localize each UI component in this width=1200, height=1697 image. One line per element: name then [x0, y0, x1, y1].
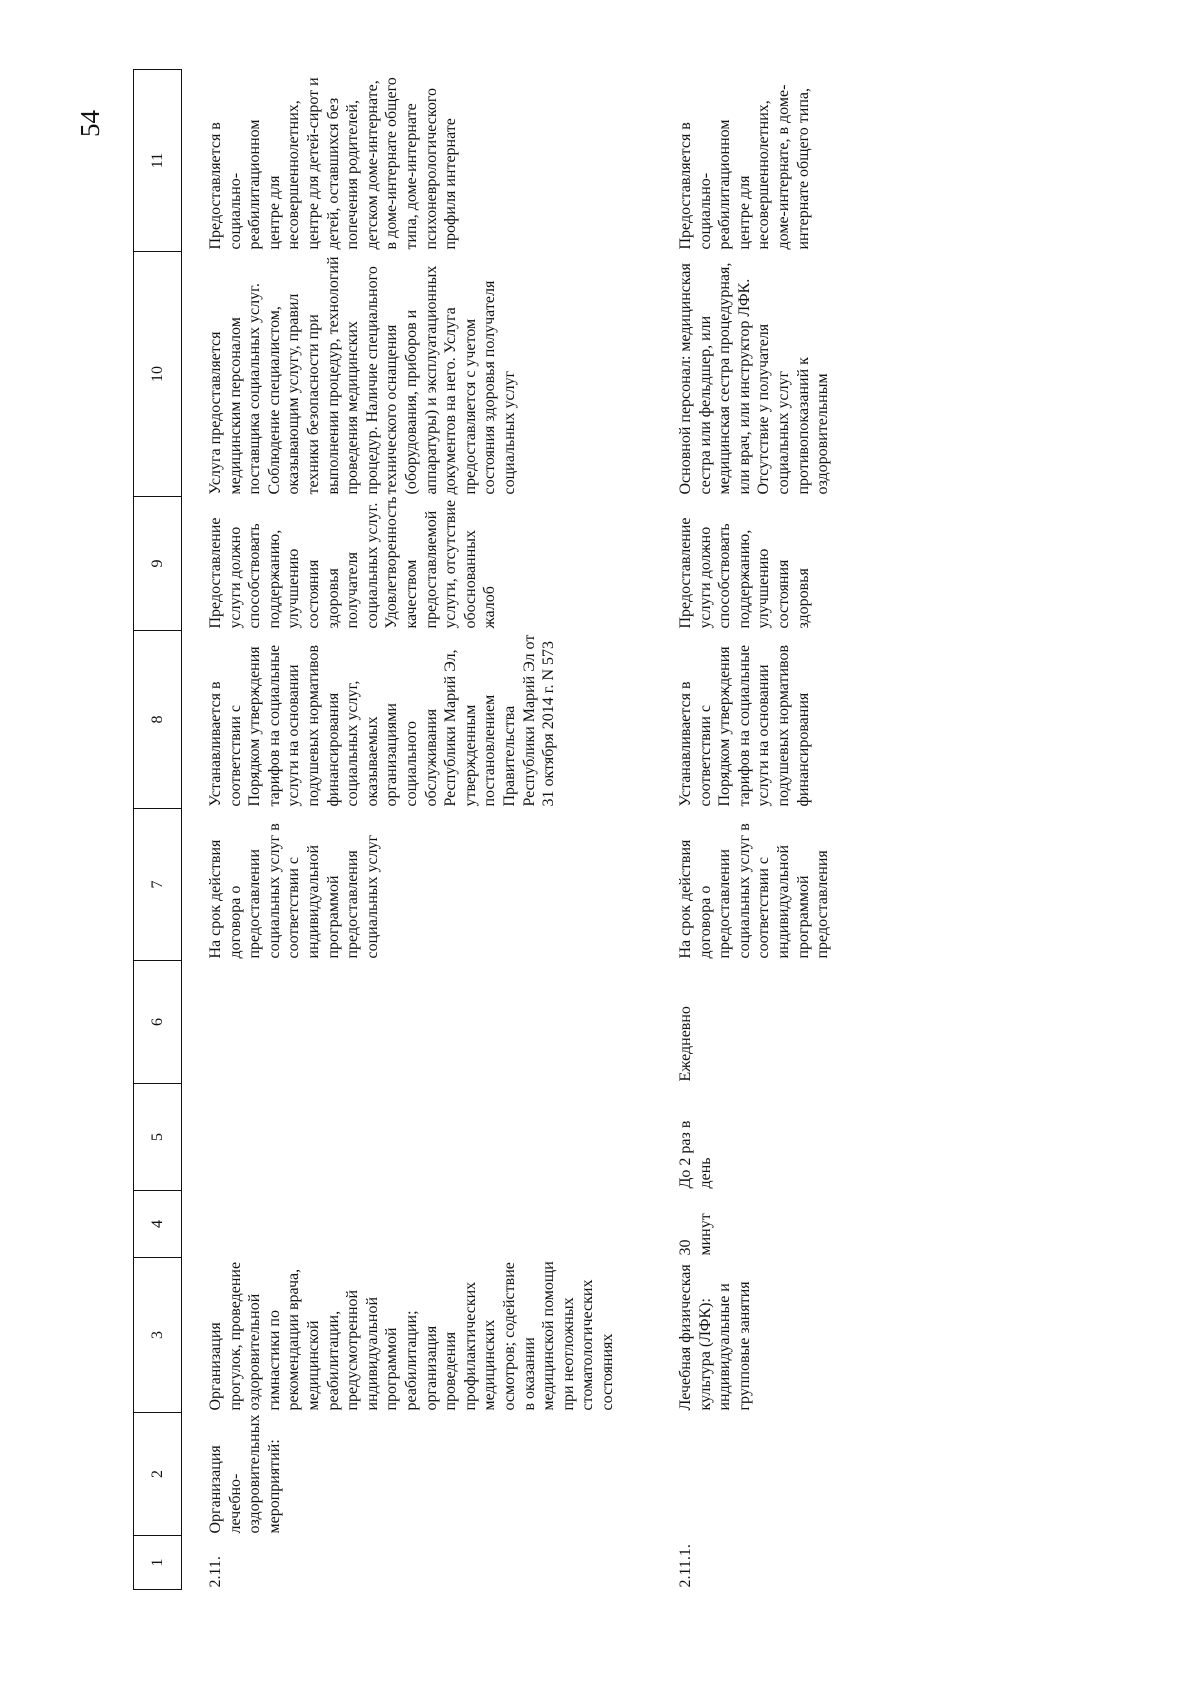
- header-row: [134, 70, 182, 1590]
- row2-col6-periodicity: Ежедневно: [677, 1006, 694, 1082]
- row2-col10-conditions: Основной персонал: медицинская сестра или фельдшер, или медицинская сестра процедурная, или врач, или инструктор ЛФК. Отсутствие у получателя социальных услуг противопоказаний к оздоровительным: [677, 262, 832, 495]
- spacer-row: [182, 70, 207, 1590]
- page-number: 54: [75, 110, 105, 137]
- header-col-6: 6: [134, 961, 182, 1084]
- header-col-8: 8: [134, 631, 182, 809]
- header-col-11: 11: [134, 70, 182, 252]
- row2-col11-organizations: Предоставляется в социально-реабилитационном центре для несовершеннолетних, доме-интернате, в доме-интернате общего типа,: [677, 84, 812, 250]
- row1-col9-quality: Предоставление услуги должно способствовать поддержанию, улучшению состояния здоровья получателя социальных услуг. Удовлетворенность качеством предоставляемой услуги, отсутствие обоснованных жалоб: [207, 496, 499, 629]
- header-col-10: 10: [134, 252, 182, 497]
- header-col-9: 9: [134, 497, 182, 631]
- header-col-3: 3: [134, 1258, 182, 1413]
- row2-col2-service-name: [676, 1413, 856, 1536]
- gap-row: [642, 70, 676, 1590]
- row2-col7-term: На срок действия договора о предоставлении социальных услуг в соответствии с индивидуальной программой предоставления: [677, 823, 832, 959]
- row2-col3-description: Лечебная физическая культура (ЛФК): индивидуальные и групповые занятия: [677, 1264, 753, 1411]
- row1-col2-service-name: Организация лечебно-оздоровительных мероприятий:: [207, 1414, 283, 1534]
- row2-col1-number: 2.11.1.: [677, 1544, 694, 1588]
- row2-col9-quality: Предоставление услуги должно способствовать поддержанию, улучшению состояния здоровья: [677, 517, 812, 629]
- row1-col6-periodicity: [206, 961, 642, 1084]
- row1-col4-duration: [206, 1191, 642, 1258]
- table-row: [676, 70, 856, 1590]
- row1-col10-conditions: Услуга предоставляется медицинским персоналом поставщика социальных услуг. Соблюдение специалистом, оказывающим услугу, правил техники безопасности при выполнении процедур, технологий проведения медицинских процедур. Наличие специального технического оснащения (оборудования, приборов и аппаратуры) и эксплуатационных документов на него. Услуга предоставляется с учетом состояния здоровья получателя социальных услуг: [207, 256, 518, 495]
- row1-col1-number: 2.11.: [207, 1556, 224, 1588]
- row2-col5-frequency: До 2 раз в день: [677, 1120, 714, 1189]
- services-table: [133, 69, 856, 1590]
- row1-col3-description: Организация прогулок, проведение оздоровительной гимнастики по рекомендации врача, медицинской реабилитации, предусмотренной индивидуальной программой реабилитации; организация проведения профилактических медицинских осмотров; содействие в оказании медицинской помощи при неотложных стоматологических состояниях: [207, 1261, 616, 1411]
- row2-col4-duration: 30 минут: [677, 1213, 714, 1256]
- header-col-4: 4: [134, 1191, 182, 1258]
- row1-col7-term: На срок действия договора о предоставлении социальных услуг в соответствии с индивидуальной программой предоставления социальных услуг: [207, 823, 381, 959]
- header-col-7: 7: [134, 809, 182, 961]
- row1-col8-tariff: Устанавливается в соответствии с Порядком утверждения тарифов на социальные услуги на основании подушевых нормативов финансирования социальных услуг, оказываемых организациями социального обслуживания Республики Марий Эл, утвержденным постановлением Правительства Республики Марий Эл от 31 октября 2014 г. N 573: [207, 634, 558, 807]
- row1-col11-organizations: Предоставляется в социально-реабилитационном центре для несовершеннолетних, центре для детей-сирот и детей, оставшихся без попечения родителей, детском доме-интернате, в доме-интернате общего типа, доме-интернате психоневрологического профиля интернате: [207, 77, 460, 250]
- header-col-5: 5: [134, 1084, 182, 1191]
- header-col-1: 1: [134, 1536, 182, 1590]
- table-row: [206, 70, 642, 1590]
- header-col-2: 2: [134, 1413, 182, 1536]
- row1-col5-frequency: [206, 1084, 642, 1191]
- row2-col8-tariff: Устанавливается в соответствии с Порядком утверждения тарифов на социальные услуги на основании подушевых нормативов финансирования: [677, 644, 812, 807]
